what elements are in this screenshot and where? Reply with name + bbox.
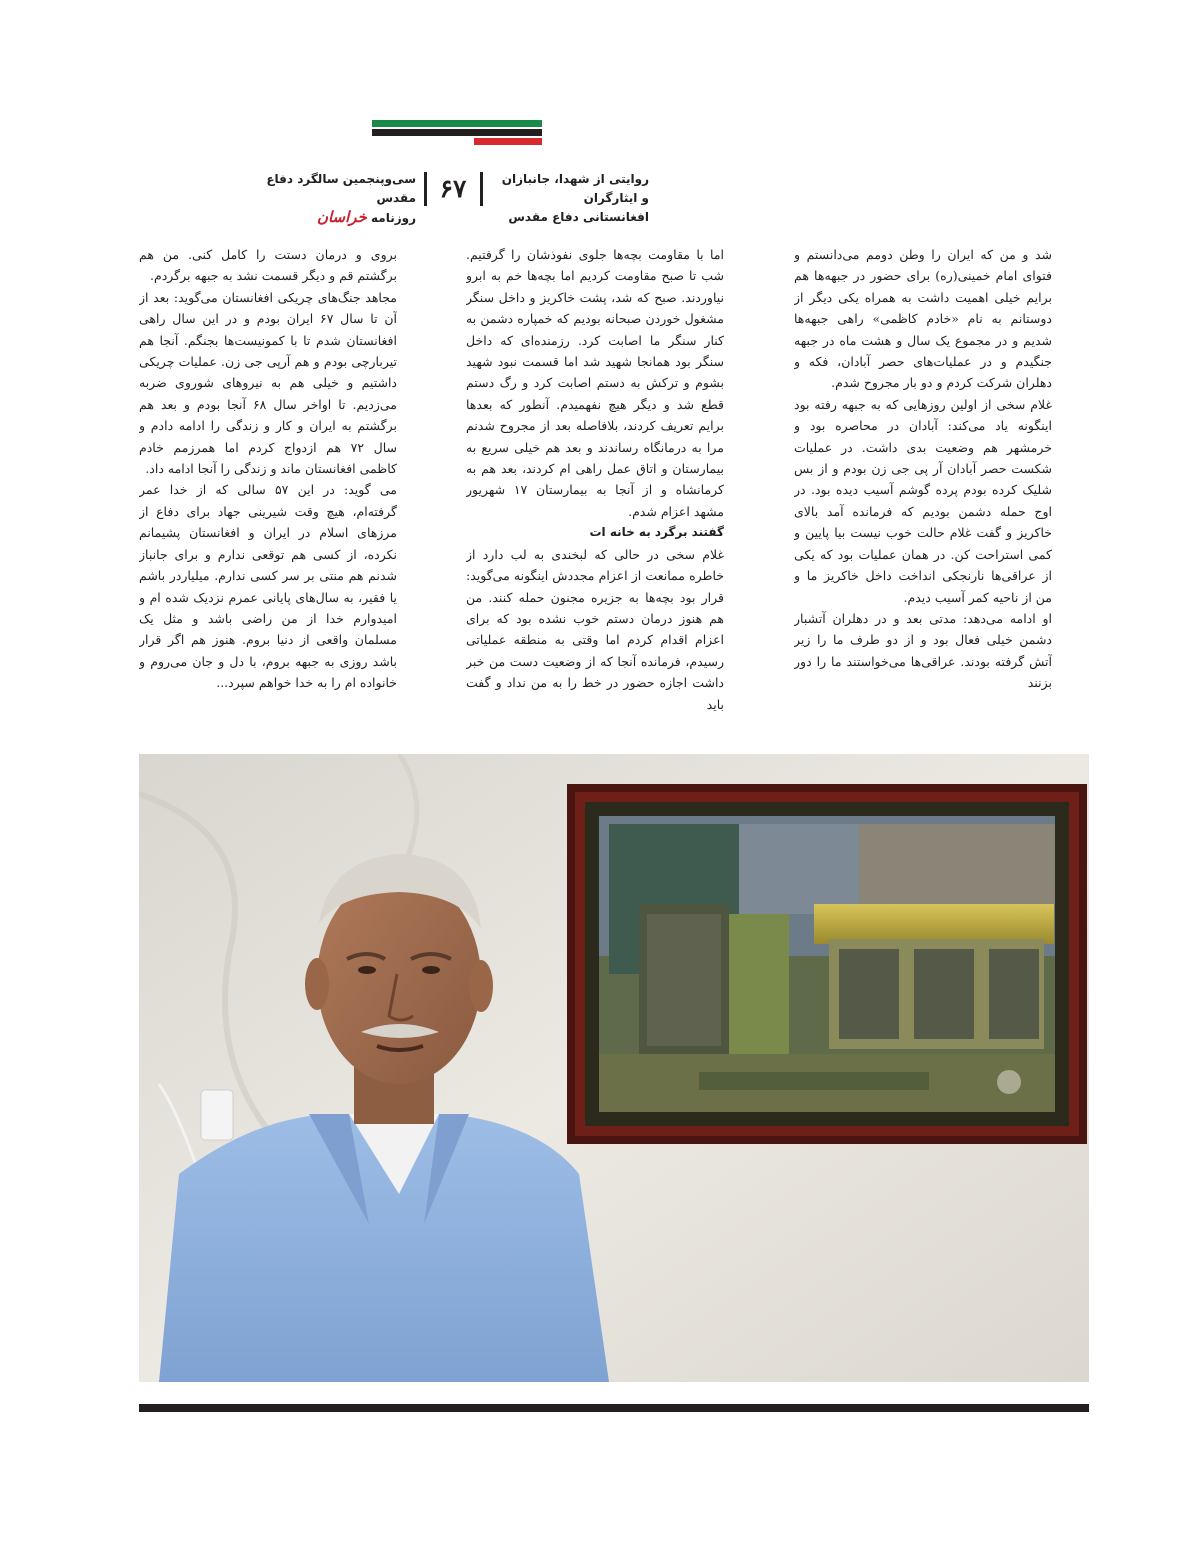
- paragraph: شد و من که ایران را وطن دومم می‌دانستم و فتوای امام خمینی(ره) برای حضور در جبهه‌ها هم برایم خیلی اهمیت داشت به همراه یکی دیگر از دوستانم به نام «خادم کاظمی» راهی جبهه‌ها شدیم و در مجموع یک سال و هشت ماه در جبهه جنگیدم و در عملیات‌های حصر آبادان، فکه و دهلران شرکت کردم و دو بار مجروح شدم.: [794, 247, 1052, 391]
- header-divider: [424, 172, 427, 206]
- article-photo: [139, 754, 1089, 1382]
- publication-info: [244, 170, 416, 228]
- paragraph: بروی و درمان دستت را کامل کنی. من هم برگشتم قم و دیگر قسمت نشد به جبهه برگردم.: [139, 247, 397, 284]
- paragraph: اما با مقاومت بچه‌ها جلوی نفوذشان را گرفتیم. شب تا صبح مقاومت کردیم اما بچه‌ها خم به ابرو نیاوردند. صبح که شد، پشت خاکریز و داخل سنگر مشغول خوردن صبحانه بودیم که خمپاره دشمن به کنار سنگر ما اصابت کرد. رزمنده‌ای که داخل سنگر بود همانجا شهید شد اما قسمت نبود شهید بشوم و ترکش به دستم اصابت کرد و رگ دستم قطع شد و دیگر هیچ نفهمیدم. آنطور که بعدها برایم تعریف کردند، بلافاصله بعد از مجروح شدنم مرا به درمانگاه رساندند و بعد هم خیلی سریع به بیمارستان و اتاق عمل راهی ام کردند، بعد هم به کرمانشاه و از آنجا به بیمارستان ۱۷ شهریور مشهد اعزام شدم.: [466, 247, 724, 519]
- paragraph: مجاهد جنگ‌های چریکی افغانستان می‌گوید: بعد از آن تا سال ۶۷ ایران بودم و در این سال راهی افغانستان شدم تا با کمونیست‌ها بجنگم. آنجا هم تیربارچی بودم و هم آرپی جی زن. عملیات چریکی داشتیم و خیلی هم به نیروهای شوروی ضربه می‌زدیم. تا اواخر سال ۶۸ آنجا بودم و بعد هم برگشتم به ایران و کار و زندگی را ادامه دادم و سال ۷۲ هم ازدواج کردم اما همرزمم خادم کاظمی افغانستان ماند و زندگی را آنجا ادامه داد.: [139, 289, 397, 477]
- bottom-rule: [139, 1404, 1089, 1412]
- newspaper-name: خراسان: [316, 208, 367, 226]
- newspaper-prefix: روزنامه: [371, 211, 416, 225]
- paragraph: می گوید: در این ۵۷ سالی که از خدا عمر گرفته‌ام، هیچ وقت شیرینی جهاد برای دفاع از مرزهای اسلام در ایران و افغانستان پشیمانم نکرده، از کسی هم توقعی ندارم و برای جانباز شدنم هم منتی بر سر کسی ندارم. میلیاردر باشم یا فقیر، به سال‌های پایانی عمرم نزدیک شده ام و امیدوارم خدا از من راضی باشد و مثل یک مسلمان واقعی از دنیا بروم. هنوز هم اگر قرار باشد روزی به جبهه بروم، با دل و جان می‌روم و خانواده ام را به خدا خواهم سپرد...: [139, 482, 397, 691]
- series-line-2: افغانستانی دفاع مقدس: [508, 210, 649, 224]
- article-column-1: [794, 244, 1052, 734]
- section-heading: گفتند برگرد به خانه ات: [589, 525, 724, 540]
- framed-painting: [567, 784, 1087, 1144]
- series-line-1: روایتی از شهدا، جانبازان و ایثارگران: [501, 172, 649, 205]
- paragraph: او ادامه می‌دهد: مدتی بعد و در دهلران آتشبار دشمن خیلی فعال بود و از دو طرف ما را زیر آتش گرفته بودند. عراقی‌ها می‌خواستند ما را دور بزنند: [794, 610, 1052, 691]
- series-title: [497, 170, 649, 227]
- paragraph: غلام سخی در حالی که لبخندی به لب دارد از خاطره ممانعت از اعزام مجددش اینگونه می‌گوید: قرار بود بچه‌ها به جزیره مجنون حمله کنند. من هم هنوز درمان دستم خوب نشده بود که برای اعزام اقدام کردم اما وقتی به منطقه عملیاتی رسیدم، فرمانده آنجا که از وضعیت دست من خبر داشت اجازه حضور در خط را به من نداد و گفت باید: [466, 546, 724, 712]
- page-number: ۶۷: [439, 174, 467, 203]
- article-column-3: [139, 244, 397, 734]
- article-column-2: [466, 244, 724, 734]
- paragraph: غلام سخی از اولین روزهایی که به جبهه رفته بود اینگونه یاد می‌کند: آبادان در محاصره بود و خرمشهر هم وضعیت بدی داشت. در عملیات شکست حصر آبادان آر پی جی زن بودم و از بس شلیک کرده بودم پرده گوشم آسیب دیده بود. در اوج حمله دشمن بودیم که فرمانده آمد بالای خاکریز و گفت غلام حالت خوب نیست بیا پایین و کمی استراحت کن. در همان عملیات بود که یکی از عراقی‌ها نارنجکی انداخت داخل خاکریز ما و من از ناحیه کمر آسیب دیدم.: [794, 396, 1052, 605]
- newspaper-line: [244, 208, 416, 228]
- anniversary-line: سی‌و‌پنجمین سالگرد دفاع مقدس: [266, 172, 416, 205]
- header-divider: [480, 172, 483, 206]
